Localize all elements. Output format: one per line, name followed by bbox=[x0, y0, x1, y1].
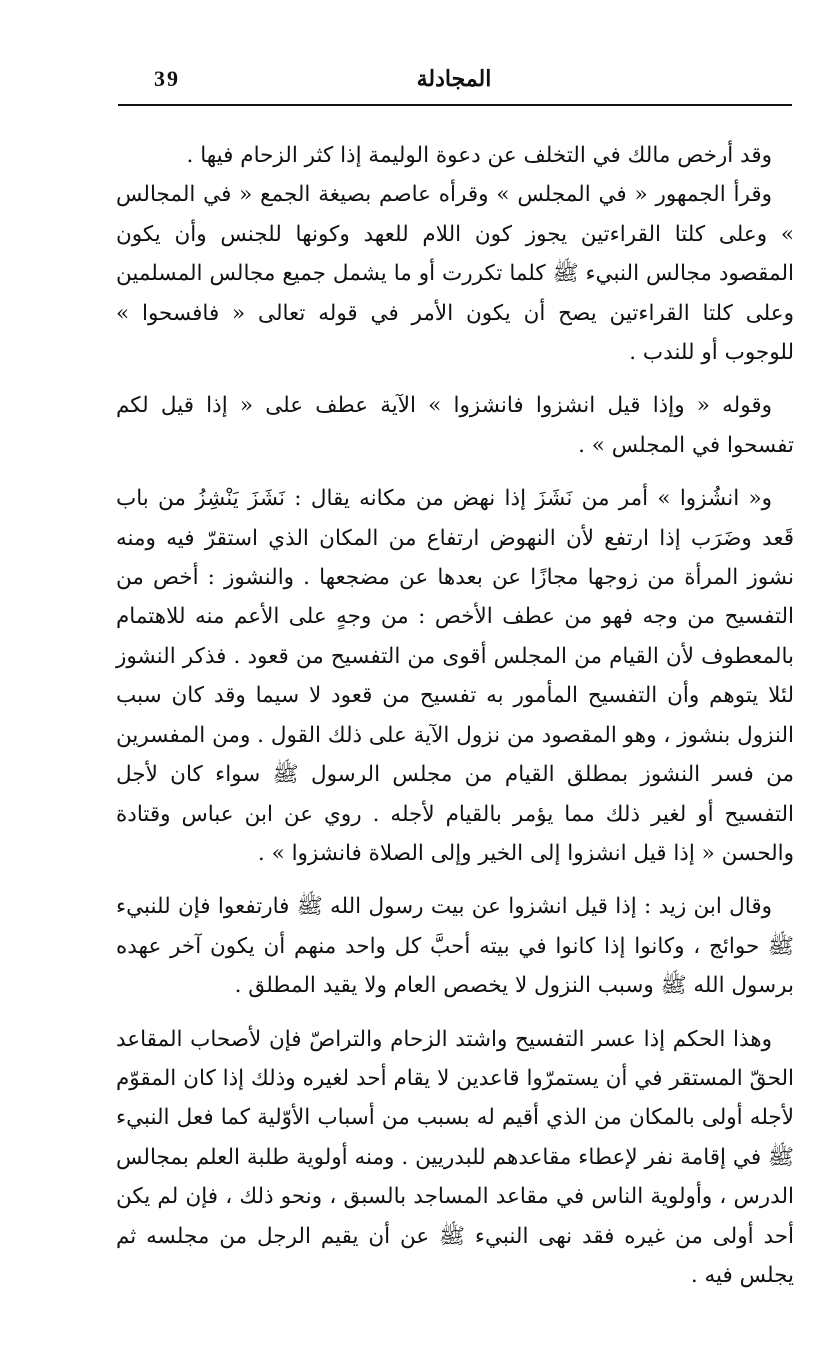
paragraph-5: وقال ابن زيد : إذا قيل انشزوا عن بيت رسول الله ﷺ فارتفعوا فإن للنبيء ﷺ حوائج ، وكانوا إذا كانوا في بيته أحبَّ كل واحد منهم أن يكون آخر عهده برسول الله ﷺ وسبب النزول لا يخصص العام ولا يقيد المطلق . bbox=[116, 894, 794, 999]
paragraph-4: و« انشُزوا » أمر من نَشَزَ إذا نهض من مكانه يقال : نَشَزَ يَنْشِزُ من باب قَعد وضَرَب إذا ارتفع لأن النهوض ارتفاع من المكان الذي استقرّ فيه ومنه نشوز المرأة من زوجها مجازًا عن بعدها عن مضجعها . والنشوز : أخص من التفسيح من وجه فهو من عطف الأخص : من وجهٍ على الأعم منه للاهتمام بالمعطوف لأن القيام من المجلس أقوى من التفسيح من قعود . فذكر النشوز لئلا يتوهم وأن التفسيح المأمور به تفسيح من قعود لا سيما وقد كان سبب النزول بنشوز ، وهو المقصود من نزول الآية على ذلك القول . ومن المفسرين من فسر النشوز بمطلق القيام من مجلس الرسول ﷺ سواء كان لأجل التفسيح أو لغير ذلك مما يؤمر بالقيام لأجله . روي عن ابن عباس وقتادة والحسن « إذا قيل انشزوا إلى الخير وإلى الصلاة فانشزوا » . bbox=[116, 486, 794, 866]
running-title: المجادلة bbox=[416, 66, 492, 92]
page-number: 39 bbox=[154, 66, 180, 91]
page-header bbox=[118, 62, 790, 106]
paragraph-2: وقرأ الجمهور « في المجلس » وقرأه عاصم بصيغة الجمع « في المجالس » وعلى كلتا القراءتين يجوز كون اللام للعهد وكونها للجنس وأن يكون المقصود مجالس النبيء ﷺ كلما تكررت أو ما يشمل جميع مجالس المسلمين وعلى كلتا القراءتين يصح أن يكون الأمر في قوله تعالى « فافسحوا » للوجوب أو للندب . bbox=[116, 182, 794, 366]
paragraph-3: وقوله « وإذا قيل انشزوا فانشزوا » الآية عطف على « إذا قيل لكم تفسحوا في المجلس » . bbox=[116, 393, 794, 458]
body-text bbox=[116, 136, 794, 1295]
paragraph-6: وهذا الحكم إذا عسر التفسيح واشتد الزحام والتراصّ فإن لأصحاب المقاعد الحقّ المستقر في أن يستمرّوا قاعدين لا يقام أحد لغيره وذلك إذا كان المقوّم لأجله أولى بالمكان من الذي أقيم له بسبب من أسباب الأوّلية كما فعل النبيء ﷺ في إقامة نفر لإعطاء مقاعدهم للبدريين . ومنه أولوية طلبة العلم بمجالس الدرس ، وأولوية الناس في مقاعد المساجد بالسبق ، ونحو ذلك ، فإن لم يكن أحد أولى من غيره فقد نهى النبيء ﷺ عن أن يقيم الرجل من مجلسه ثم يجلس فيه . bbox=[116, 1026, 794, 1288]
header-rule bbox=[118, 104, 792, 106]
paragraph-1: وقد أرخص مالك في التخلف عن دعوة الوليمة إذا كثر الزحام فيها . bbox=[186, 143, 772, 168]
